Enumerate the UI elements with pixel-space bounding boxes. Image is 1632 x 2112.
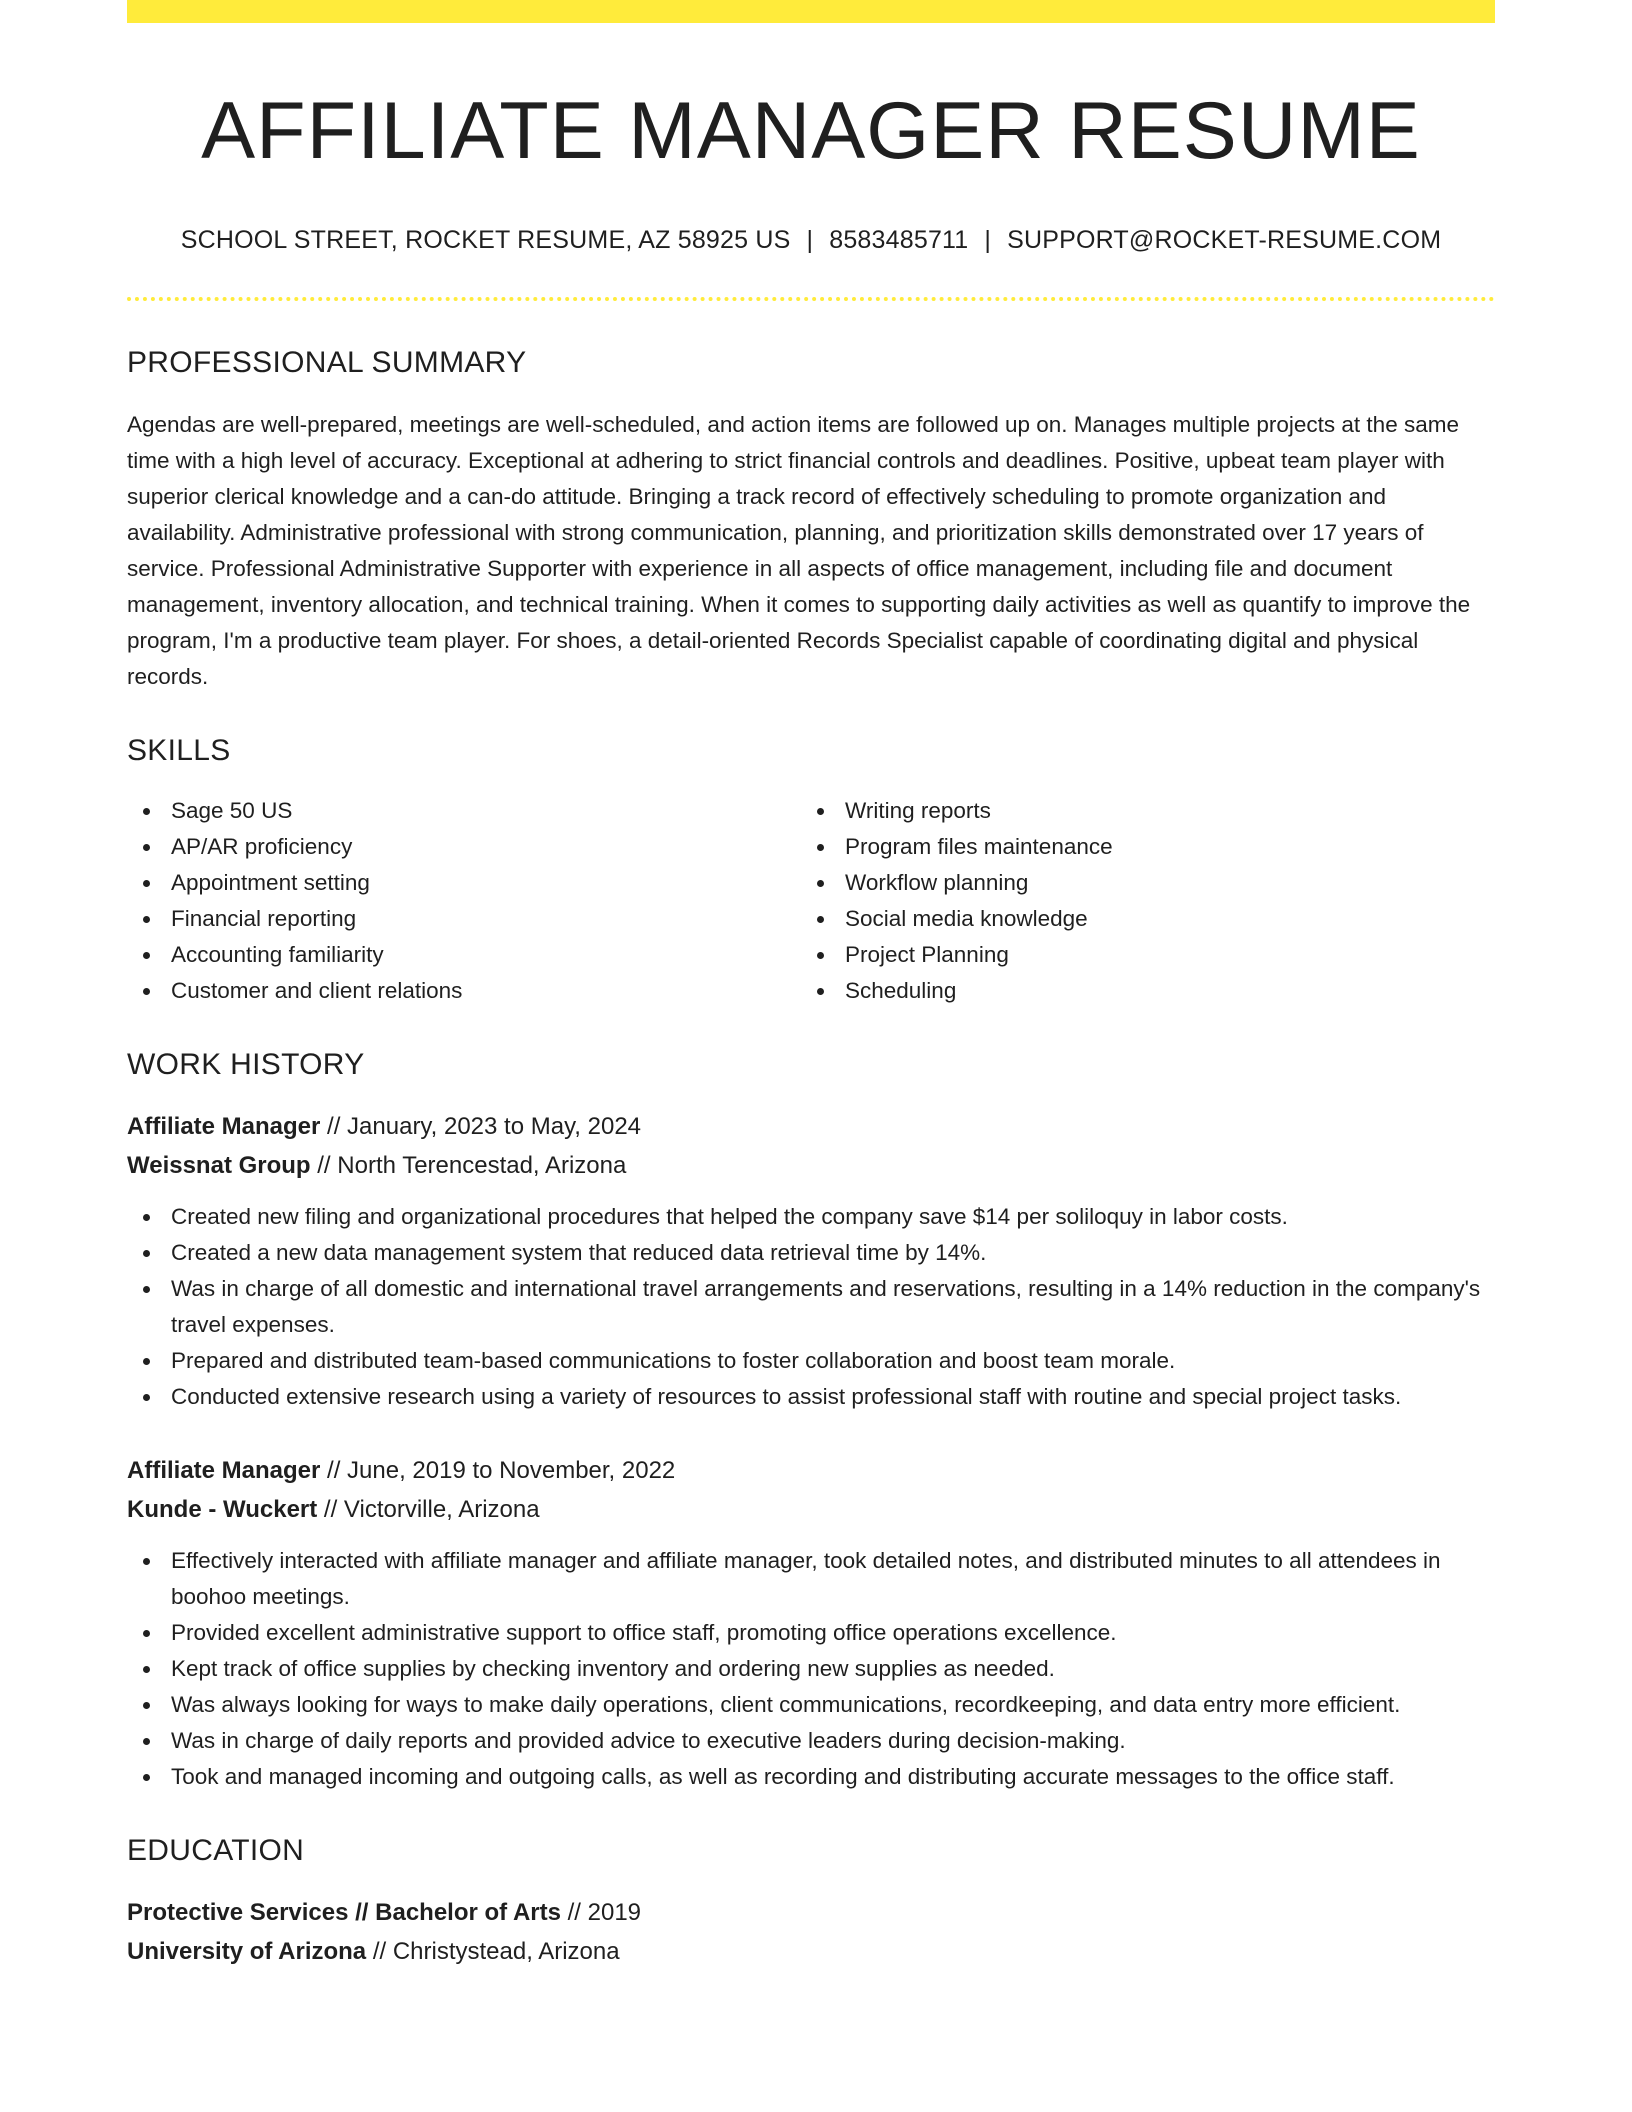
contact-line — [127, 224, 1495, 257]
email: SUPPORT@ROCKET-RESUME.COM — [1007, 226, 1442, 255]
work-history-heading: WORK HISTORY — [127, 1047, 365, 1081]
graduation-year: // 2019 — [560, 1898, 642, 1926]
skill-item: Workflow planning — [801, 865, 1475, 901]
degree-line — [127, 1893, 1495, 1932]
skill-item: Program files maintenance — [801, 829, 1475, 865]
skills-column-left — [127, 793, 801, 1009]
company-name: Kunde - Wuckert — [127, 1495, 318, 1523]
job-bullet: Was in charge of all domestic and international travel arrangements and reservations, resulting in a 14% reduction in the company's travel expenses. — [127, 1271, 1495, 1343]
job-bullet: Kept track of office supplies by checking inventory and ordering new supplies as needed. — [127, 1651, 1495, 1687]
skills-column-right — [801, 793, 1475, 1009]
education-entry — [127, 1893, 1495, 1971]
job-bullet: Took and managed incoming and outgoing calls, as well as recording and distributing accurate messages to the office staff. — [127, 1759, 1495, 1795]
skill-item: Social media knowledge — [801, 901, 1475, 937]
job-bullet: Effectively interacted with affiliate manager and affiliate manager, took detailed notes, and distributed minutes to all attendees in boohoo meetings. — [127, 1543, 1495, 1615]
skill-item: Scheduling — [801, 973, 1475, 1009]
skill-item: AP/AR proficiency — [127, 829, 801, 865]
degree: Protective Services // Bachelor of Arts — [127, 1898, 561, 1926]
job-bullet: Was in charge of daily reports and provided advice to executive leaders during decision-making. — [127, 1723, 1495, 1759]
job-company-line — [127, 1490, 1495, 1529]
phone: 8583485711 — [829, 226, 969, 255]
job-title: Affiliate Manager — [127, 1112, 321, 1140]
job-role-line — [127, 1107, 1495, 1146]
job-dates: // June, 2019 to November, 2022 — [320, 1456, 676, 1484]
summary-heading: PROFESSIONAL SUMMARY — [127, 345, 527, 379]
address: SCHOOL STREET, ROCKET RESUME, AZ 58925 US — [180, 226, 791, 255]
dotted-divider — [127, 297, 1495, 301]
skills-heading: SKILLS — [127, 733, 231, 767]
school-line — [127, 1932, 1495, 1971]
resume-page — [127, 0, 1495, 1971]
company-name: Weissnat Group — [127, 1151, 311, 1179]
job-role-line — [127, 1451, 1495, 1490]
skills-list — [127, 793, 1495, 1009]
skill-item: Project Planning — [801, 937, 1475, 973]
skill-item: Customer and client relations — [127, 973, 801, 1009]
job-dates: // January, 2023 to May, 2024 — [320, 1112, 642, 1140]
job-entry — [127, 1107, 1495, 1415]
resume-title: AFFILIATE MANAGER RESUME — [201, 86, 1421, 176]
skill-item: Financial reporting — [127, 901, 801, 937]
job-bullet: Conducted extensive research using a variety of resources to assist professional staff with routine and special project tasks. — [127, 1379, 1495, 1415]
job-entry — [127, 1451, 1495, 1795]
job-title: Affiliate Manager — [127, 1456, 321, 1484]
job-bullet: Created new filing and organizational procedures that helped the company save $14 per soliloquy in labor costs. — [127, 1199, 1495, 1235]
job-bullet: Was always looking for ways to make daily operations, client communications, recordkeeping, and data entry more efficient. — [127, 1687, 1495, 1723]
skill-item: Appointment setting — [127, 865, 801, 901]
school-location: // Christystead, Arizona — [366, 1937, 620, 1965]
skill-item: Accounting familiarity — [127, 937, 801, 973]
job-company-line — [127, 1146, 1495, 1185]
company-location: // North Terencestad, Arizona — [310, 1151, 627, 1179]
separator: | — [984, 226, 992, 255]
school-name: University of Arizona — [127, 1937, 367, 1965]
job-bullet: Prepared and distributed team-based communications to foster collaboration and boost team morale. — [127, 1343, 1495, 1379]
job-bullet: Created a new data management system that reduced data retrieval time by 14%. — [127, 1235, 1495, 1271]
skill-item: Sage 50 US — [127, 793, 801, 829]
top-accent-bar — [127, 0, 1495, 23]
job-bullet: Provided excellent administrative support to office staff, promoting office operations excellence. — [127, 1615, 1495, 1651]
separator: | — [806, 226, 814, 255]
job-bullets — [127, 1199, 1495, 1415]
skill-item: Writing reports — [801, 793, 1475, 829]
education-heading: EDUCATION — [127, 1833, 305, 1867]
summary-text: Agendas are well-prepared, meetings are well-scheduled, and action items are followed up on. Manages multiple projects at the same time with a high level of accuracy. Exceptional at adhering to strict financial controls and deadlines. Positive, upbeat team player with superior clerical knowledge and a can-do attitude. Bringing a track record of effectively scheduling to promote organization and availability. Administrative professional with strong communication, planning, and prioritization skills demonstrated over 17 years of service. Professional Administrative Supporter with experience in all aspects of office management, including file and document management, inventory allocation, and technical training. When it comes to supporting daily activities as well as quantify to improve the program, I'm a productive team player. For shoes, a detail-oriented Records Specialist capable of coordinating digital and physical records. — [127, 411, 1471, 689]
job-bullets — [127, 1543, 1495, 1795]
company-location: // Victorville, Arizona — [317, 1495, 540, 1523]
